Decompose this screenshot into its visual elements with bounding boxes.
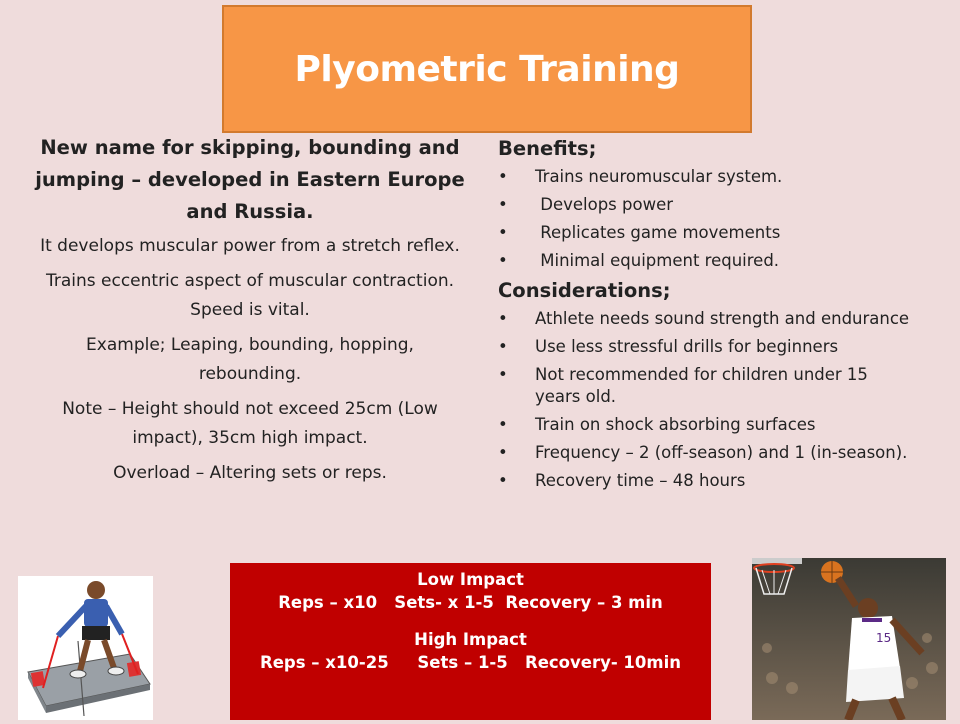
high-impact-detail: Reps – x10-25 Sets – 1-5 Recovery- 10min: [260, 653, 681, 672]
bullet-icon: •: [498, 415, 508, 434]
intro-lead: New name for skipping, bounding and jumping – developed in Eastern Europe and Russia.: [35, 136, 465, 223]
paragraph-overload: Overload – Altering sets or reps.: [113, 463, 387, 483]
consideration-text: Use less stressful drills for beginners: [535, 337, 839, 356]
left-column: [30, 132, 470, 494]
bullet-icon: •: [498, 223, 508, 242]
paragraph-example: Example; Leaping, bounding, hopping, rebounding.: [86, 335, 414, 384]
benefits-list: [498, 166, 918, 272]
list-item: [498, 336, 918, 358]
basketball-player-illustration: [752, 558, 946, 720]
list-item: [498, 308, 918, 330]
right-column: [498, 136, 918, 498]
slide-title: Plyometric Training: [294, 48, 680, 90]
benefits-heading: Benefits;: [498, 137, 597, 160]
bullet-icon: •: [498, 195, 508, 214]
consideration-text: Frequency – 2 (off-season) and 1 (in-season).: [535, 443, 908, 462]
low-impact-detail: Reps – x10 Sets- x 1-5 Recovery – 3 min: [278, 593, 663, 612]
consideration-text: Train on shock absorbing surfaces: [535, 415, 816, 434]
bullet-icon: •: [498, 365, 508, 384]
list-item: [498, 222, 918, 244]
bullet-icon: •: [498, 471, 508, 490]
list-item: [498, 364, 918, 408]
bullet-icon: •: [498, 309, 508, 328]
athlete-platform-photo: [18, 576, 153, 720]
benefit-text: Replicates game movements: [535, 223, 781, 242]
benefit-text: Minimal equipment required.: [535, 251, 780, 270]
paragraph-eccentric: Trains eccentric aspect of muscular contraction. Speed is vital.: [45, 271, 455, 320]
list-item: [498, 250, 918, 272]
paragraph-note: Note – Height should not exceed 25cm (Low impact), 35cm high impact.: [62, 399, 438, 448]
athlete-platform-illustration: [18, 576, 153, 720]
consideration-text: Not recommended for children under 15 years old.: [535, 365, 868, 406]
list-item: [498, 442, 918, 464]
consideration-text: Athlete needs sound strength and endurance: [535, 309, 910, 328]
benefit-text: Develops power: [535, 195, 674, 214]
list-item: [498, 470, 918, 492]
benefit-text: Trains neuromuscular system.: [535, 167, 783, 186]
bullet-icon: •: [498, 443, 508, 462]
bullet-icon: •: [498, 337, 508, 356]
consideration-text: Recovery time – 48 hours: [535, 471, 746, 490]
impact-summary-box: [230, 563, 711, 720]
list-item: [498, 414, 918, 436]
basketball-dunk-photo: [752, 558, 946, 720]
list-item: [498, 194, 918, 216]
bullet-icon: •: [498, 251, 508, 270]
paragraph-stretch-reflex: It develops muscular power from a stretch reflex.: [40, 236, 460, 256]
considerations-heading: Considerations;: [498, 279, 671, 302]
title-box: [222, 5, 752, 133]
list-item: [498, 166, 918, 188]
svg-text:15: 15: [876, 631, 892, 645]
considerations-list: [498, 308, 918, 492]
high-impact-title: High Impact: [414, 630, 527, 649]
low-impact-title: Low Impact: [417, 570, 524, 589]
bullet-icon: •: [498, 167, 508, 186]
